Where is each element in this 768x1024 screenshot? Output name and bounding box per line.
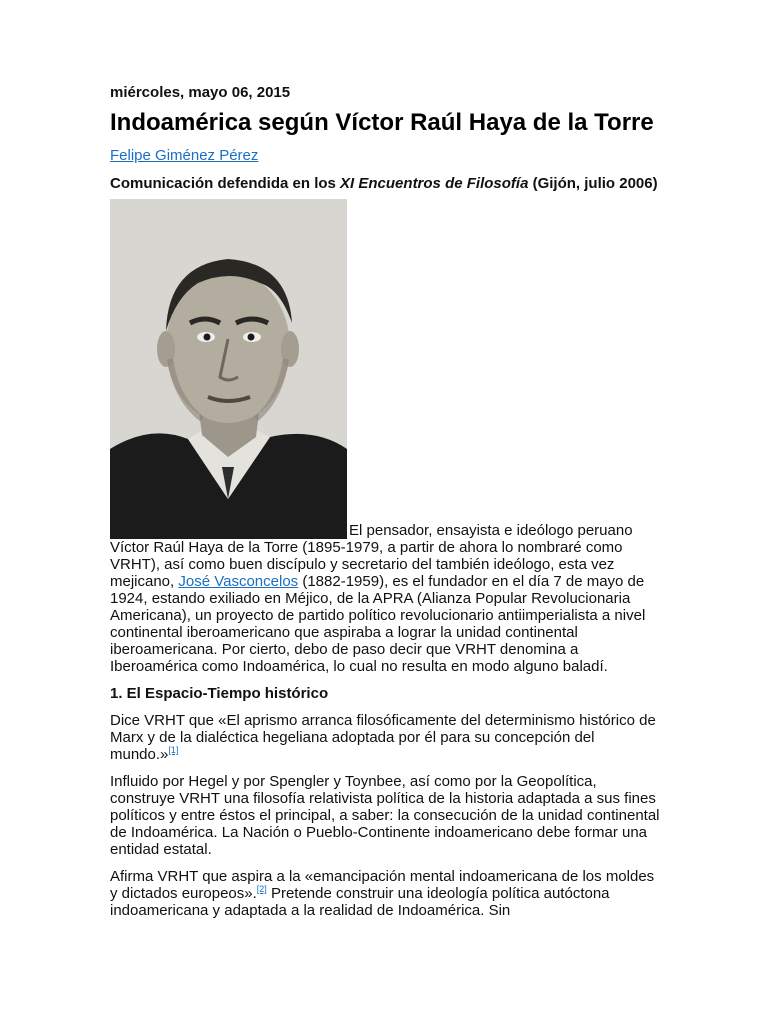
portrait-row (110, 199, 660, 539)
vasconcelos-link[interactable]: José Vasconcelos (178, 573, 299, 590)
post-date: miércoles, mayo 06, 2015 (110, 84, 291, 101)
paragraph-2: Influido por Hegel y por Spengler y Toynbee, así como por la Geopolítica, construye VRHT una filosofía relativista política de la historia adaptada a sus fines políticos y entre éstos el principal, a saber: la consecución de la unidad continental de Indoamérica. La Nación o Pueblo-Continente indoamericano debe formar una entidad estatal. (110, 773, 660, 858)
post-title: Indoamérica según Víctor Raúl Haya de la Torre (110, 109, 654, 136)
section-heading: 1. El Espacio-Tiempo histórico (110, 685, 329, 702)
portrait-drawing (110, 199, 347, 539)
event-name: XI Encuentros de Filosofía (340, 175, 529, 192)
communication-prefix: Comunicación defendida en los (110, 175, 341, 192)
intro-first-line: El pensador, ensayista e ideólogo peruano (349, 522, 633, 539)
paragraph-1-text: Dice VRHT que «El aprismo arranca filosóficamente del determinismo histórico de Marx y de la dialéctica hegeliana adoptada por él para su concepción del mundo.» (110, 712, 656, 763)
communication-note (110, 174, 660, 193)
blog-post (110, 84, 660, 929)
intro-text-before-link: Víctor Raúl Haya de la Torre (1895-1979, a partir de ahora lo nombraré como VRHT), así como buen discípulo y secretario del también ideólogo, esta vez mejicano, (110, 539, 623, 590)
paragraph-3 (110, 868, 660, 919)
intro-text-after-link: (1882-1959), es el fundador en el día 7 de mayo de 1924, estando exiliado en Méjico, de la APRA (Alianza Popular Revolucionaria Americana), un proyecto de partido político revolucionario antiimperialista a nivel continental iberoamericano que aspiraba a lograr la unidad continental iberoamericana. Por cierto, debo de paso decir que VRHT denomina a Iberoamérica como Indoamérica, lo cual no resulta en modo alguno baladí. (110, 573, 646, 675)
portrait-image (110, 199, 347, 539)
intro-paragraph (110, 539, 660, 675)
footnote-link-1[interactable]: [1] (168, 745, 179, 755)
author-link[interactable]: Felipe Giménez Pérez (110, 147, 259, 164)
paragraph-3-after: Pretende construir una ideología política autóctona indoamericana y adaptada a la realidad de Indoamérica. Sin (110, 885, 610, 919)
paragraph-3-before: Afirma VRHT que aspira a la «emancipación mental indoamericana de los moldes y dictados europeos». (110, 868, 655, 902)
paragraph-1 (110, 712, 660, 763)
communication-suffix: (Gijón, julio 2006) (528, 175, 658, 192)
footnote-link-2[interactable]: [2] (256, 884, 267, 894)
